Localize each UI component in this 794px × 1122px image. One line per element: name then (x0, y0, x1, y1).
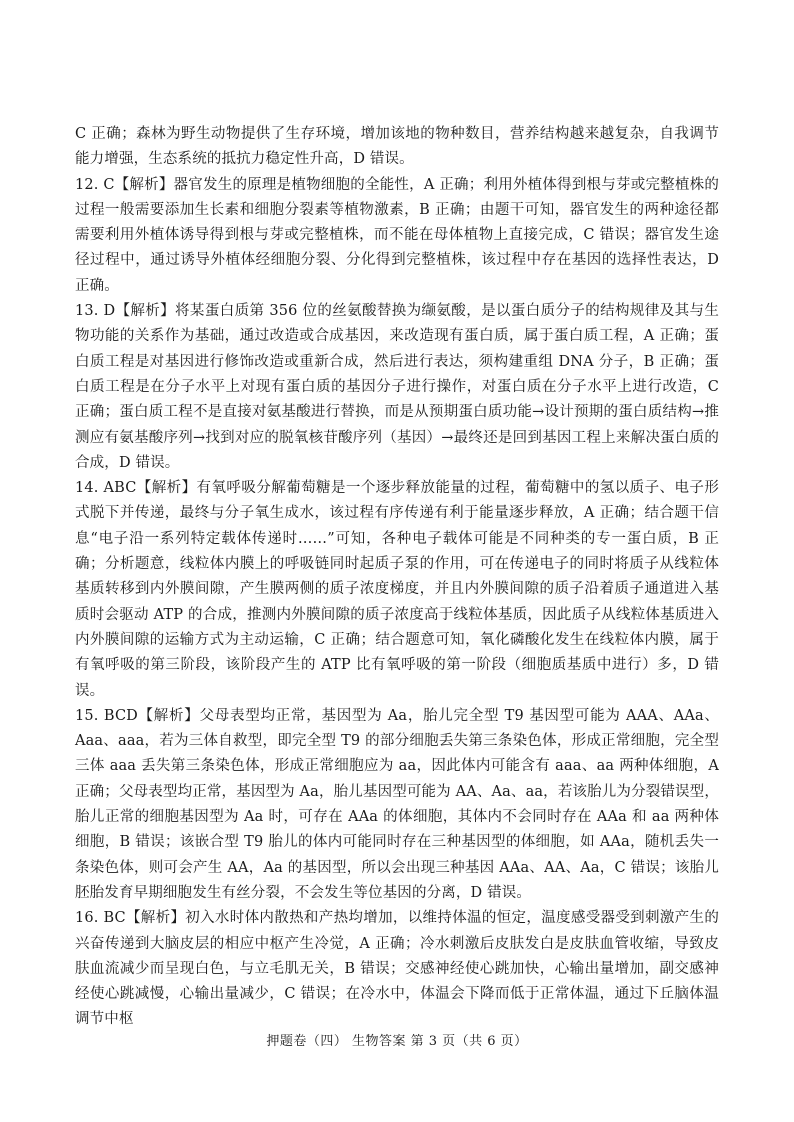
answer-14: 14. ABC【解析】有氧呼吸分解葡萄糖是一个逐步释放能量的过程，葡萄糖中的氢以质子、电子形式脱下并传递，最终与分子氧生成水，该过程有序传递有利于能量逐步释放，A 正确；结合题干信息“电子沿一系列特定载体传递时……”可知，各种电子载体可能是不同种类的专一蛋白质，B 正确；分析题意，线粒体内膜上的呼吸链同时起质子泵的作用，可在传递电子的同时将质子从线粒体基质转移到内外膜间隙，产生膜两侧的质子浓度梯度，并且内外膜间隙的质子沿着质子通道进入基质时会驱动 ATP 的合成，推测内外膜间隙的质子浓度高于线粒体基质，因此质子从线粒体基质进入内外膜间隙的运输方式为主动运输，C 正确；结合题意可知，氧化磷酸化发生在线粒体内膜，属于有氧呼吸的第三阶段，该阶段产生的 ATP 比有氧呼吸的第一阶段（细胞质基质中进行）多，D 错误。 (75, 480, 719, 699)
page-footer: 押题卷（四） 生物答案 第 3 页（共 6 页） (266, 1034, 528, 1049)
paragraph-continuation: C 正确；森林为野生动物提供了生存环境，增加该地的物种数目，营养结构越来越复杂，自我调节能力增强，生态系统的抵抗力稳定性升高，D 错误。 (75, 126, 719, 168)
answer-13: 13. D【解析】将某蛋白质第 356 位的丝氨酸替换为缬氨酸，是以蛋白质分子的结构规律及其与生物功能的关系作为基础，通过改造或合成基因，来改造现有蛋白质，属于蛋白质工程，A 正确；蛋白质工程是对基因进行修饰改造或重新合成，然后进行表达，须构建重组 DNA 分子，B 正确；蛋白质工程是在分子水平上对现有蛋白质的基因分子进行操作，对蛋白质在分子水平上进行改造，C 正确；蛋白质工程不是直接对氨基酸进行替换，而是从预期蛋白质功能→设计预期的蛋白质结构→推测应有氨基酸序列→找到对应的脱氧核苷酸序列（基因）→最终还是回到基因工程上来解决蛋白质的合成，D 错误。 (75, 303, 719, 471)
answer-15: 15. BCD【解析】父母表型均正常，基因型为 Aa，胎儿完全型 T9 基因型可能为 AAA、AAa、Aaa、aaa，若为三体自救型，即完全型 T9 的部分细胞丢失第三条染色体，形成正常细胞，完全型三体 aaa 丢失第三条染色体，形成正常细胞应为 aa，因此体内可能含有 aaa、aa 两种体细胞，A 正确；父母表型均正常，基因型为 Aa，胎儿基因型可能为 AA、Aa、aa，若该胎儿为分裂错误型，胎儿正常的细胞基因型为 Aa 时，可存在 AAa 的体细胞，其体内不会同时存在 AAa 和 aa 两种体细胞，B 错误；该嵌合型 T9 胎儿的体内可能同时存在三种基因型的体细胞，如 AAa，随机丢失一条染色体，则可会产生 AA，Aa 的基因型，所以会出现三种基因 AAa、AA、Aa，C 错误；该胎儿胚胎发育早期细胞发生有丝分裂，不会发生等位基因的分离，D 错误。 (75, 707, 719, 901)
answer-12: 12. C【解析】器官发生的原理是植物细胞的全能性，A 正确；利用外植体得到根与芽或完整植株的过程一般需要添加生长素和细胞分裂素等植物激素，B 正确；由题干可知，器官发生的两种途径都需要利用外植体诱导得到根与芽或完整植株，而不能在母体植物上直接完成，C 错误；器官发生途径过程中，通过诱导外植体经细胞分裂、分化得到完整植株，该过程中存在基因的选择性表达，D 正确。 (75, 176, 719, 294)
answer-16: 16. BC【解析】初入水时体内散热和产热均增加，以维持体温的恒定，温度感受器受到刺激产生的兴奋传递到大脑皮层的相应中枢产生冷觉，A 正确；冷水刺激后皮肤发白是皮肤血管收缩，导致皮肤血流减少而呈现白色，与立毛肌无关，B 错误；交感神经使心跳加快，心输出量增加，副交感神经使心跳减慢，心输出量减少，C 错误；在冷水中，体温会下降而低于正常体温，通过下丘脑体温调节中枢 (75, 910, 719, 1028)
